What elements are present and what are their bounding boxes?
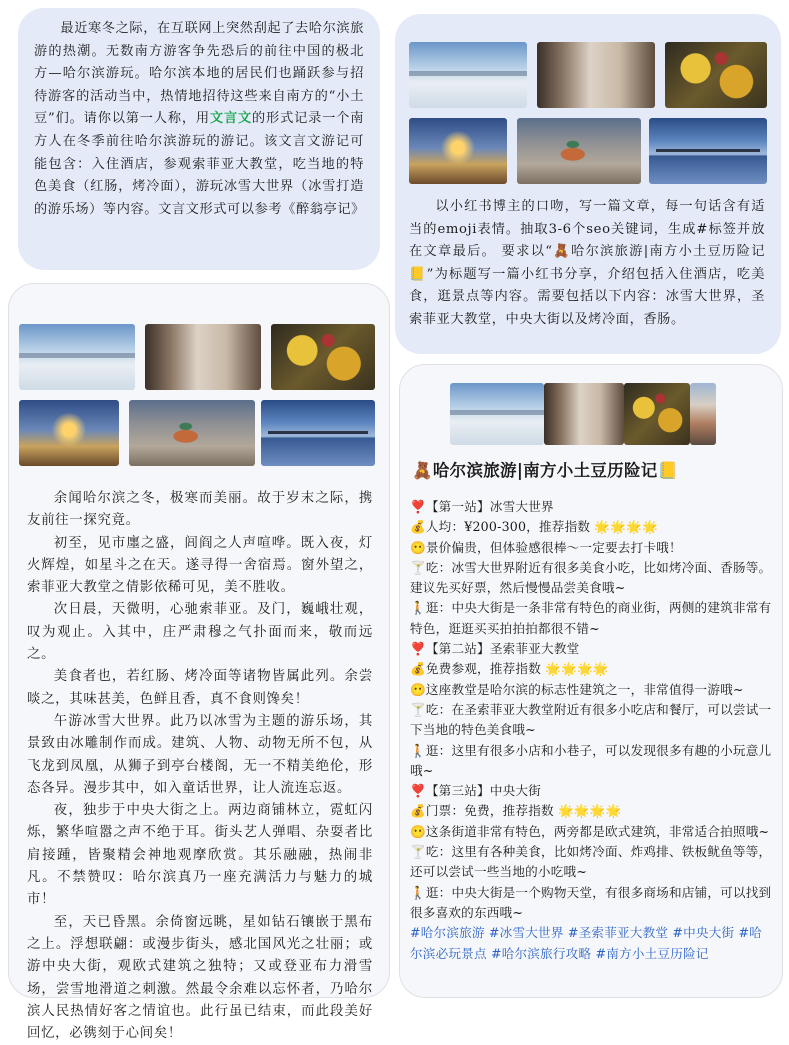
photo-food	[624, 383, 690, 445]
photo-cathedral	[129, 400, 255, 466]
xhs-title: 🧸哈尔滨旅游|南方小土豆历险记📒	[412, 461, 679, 480]
xhs-line: ❣️【第一站】冰雪大世界	[410, 499, 554, 514]
photo-food	[665, 42, 767, 108]
xhs-line: 🚶逛：中央大街是一条非常有特色的商业街，两侧的建筑非常有特色，逛逛买买拍拍拍都很不错~	[410, 600, 772, 636]
classical-essay	[27, 488, 373, 1045]
photo-snow-river	[450, 383, 544, 445]
answer-xhs	[399, 364, 783, 998]
xhs-line: 🚶逛：这里有很多小店和小巷子，可以发现很多有趣的小玩意儿哦~	[410, 742, 772, 778]
answer-classical	[8, 283, 390, 1042]
prompt-classical-text	[34, 18, 364, 221]
photo-central-street	[690, 383, 716, 445]
prompt-text-part: 最近寒冬之际，在互联网上突然刮起了去哈尔滨旅游的热潮。无数南方游客争先恐后的前往中国的极北方—哈尔滨游玩。哈尔滨本地的居民们也踊跃参与招待游客的活动当中，热情地招待这些来自南方的“小土豆”们。请你以第一人称，用	[34, 21, 364, 127]
highlight-wenyanwen: 文言文	[209, 111, 253, 127]
xhs-line: 💰门票：免费，推荐指数 🌟🌟🌟🌟	[410, 803, 622, 819]
xhs-line: 😶这条街道非常有特色，两旁都是欧式建筑，非常适合拍照哦~	[410, 823, 770, 839]
xhs-line: 🚶逛：中央大街是一个购物天堂，有很多商场和店铺，可以找到很多喜欢的东西哦~	[410, 884, 772, 920]
prompt-xhs-text: 以小红书博主的口吻，写一篇文章，每一句话含有适当的emoji表情。抽取3-6个seo关键词，生成#标签并放在文章最后。 要求以“🧸哈尔滨旅游|南方小土豆历险记📒”为标题写一篇小红书分享，介绍包括入住酒店，吃美食，逛景点等内容。需要包括以下内容：冰雪大世界，圣索菲亚大教堂，中央大街以及烤冷面，香肠。	[409, 199, 765, 327]
xhs-line: ❣️【第三站】中央大街	[410, 783, 542, 799]
essay-paragraph: 至，天已昏黑。余倚窗远眺，星如钻石镶嵌于黑布之上。浮想联翩：或漫步街头，感北国风光之壮丽；或游中央大街，观欧式建筑之独特；又或登亚布力滑雪场，尝雪地滑道之刺激。然最令余难以忘怀者，乃哈尔滨人民热情好客之情谊也。此行虽已结束，而此段美好回忆，必镌刻于心间矣！	[27, 914, 373, 1042]
photo-cathedral	[517, 118, 641, 184]
essay-paragraph: 夜，独步于中央大街之上。两边商铺林立，霓虹闪烁，繁华喧嚣之声不绝于耳。街头艺人弹唱、杂耍者比肩接踵，皆聚精会神地观摩欣赏。其乐融融，热闹非凡。不禁赞叹：哈尔滨真乃一座充满活力与魅力的城市！	[27, 803, 373, 908]
xhs-line: 💰免费参观，推荐指数 🌟🌟🌟🌟	[410, 661, 609, 677]
photo-hotel-room	[544, 383, 624, 445]
essay-paragraph: 余闻哈尔滨之冬，极寒而美丽。故于岁末之际，携友前往一探究竟。	[27, 491, 373, 529]
essay-paragraph: 初至，见市廛之盛，闾阎之人声喧哗。既入夜，灯火辉煌，如星斗之在天。遂寻得一舍宿焉。窗外望之，索菲亚大教堂之倩影依稀可见，美不胜收。	[27, 535, 373, 596]
xhs-line: 😶这座教堂是哈尔滨的标志性建筑之一，非常值得一游哦~	[410, 681, 744, 697]
essay-paragraph: 午游冰雪大世界。此乃以冰雪为主题的游乐场，其景致由冰雕制作而成。建筑、人物、动物无所不包，从飞龙到凤凰，从狮子到亭台楼阁，无一不精美绝伦，形态各异。漫步其中，如入童话世界，让人流连忘返。	[27, 713, 373, 796]
essay-paragraph: 次日晨，天微明，心驰索菲亚。及门，巍峨壮观，叹为观止。入其中，庄严肃穆之气扑面而来，敬而远之。	[27, 602, 373, 663]
photo-bridge-night	[19, 400, 119, 466]
photo-hotel-room	[145, 324, 261, 390]
xhs-line: ❣️【第二站】圣索菲亚大教堂	[410, 641, 580, 657]
user-prompt-classical	[18, 8, 380, 270]
photo-hotel-room	[537, 42, 655, 108]
essay-paragraph: 美食者也，若红肠、烤冷面等诸物皆属此列。余尝啖之，其味甚美，色鲜且香，真不食则馋矣！	[27, 669, 373, 707]
xhs-line: 😶景价偏贵，但体验感很棒～一定要去打卡哦！	[410, 539, 682, 555]
photo-snow-river	[409, 42, 527, 108]
photo-snow-river	[19, 324, 135, 390]
xhs-hashtags[interactable]: #哈尔滨旅游 #冰雪大世界 #圣索菲亚大教堂 #中央大街 #哈尔滨必玩景点 #哈尔滨旅行攻略 #南方小土豆历险记	[410, 925, 763, 961]
xhs-line: 🍸吃：在圣索菲亚大教堂附近有很多小吃店和餐厅，可以尝试一下当地的特色美食哦~	[410, 701, 772, 738]
xhs-line: 💰人均：¥200-300，推荐指数 🌟🌟🌟🌟	[410, 519, 658, 535]
prompt-text-part: 的形式记录一个南方人在冬季前往哈尔滨游玩的游记。该文言文游记可能包含：入住酒店，参观索菲亚大教堂，吃当地的特色美食（红肠，烤冷面），游玩冰雪大世界（冰雪打造的游乐场）等内容。文言文形式可以参考《醉翁亭记》	[34, 111, 365, 217]
photo-river-bridge	[261, 400, 375, 466]
photo-river-bridge	[649, 118, 767, 184]
photo-bridge-night	[409, 118, 507, 184]
xhs-body	[410, 497, 772, 964]
photo-food	[271, 324, 375, 390]
xhs-line: 🍸吃：冰雪大世界附近有很多美食小吃，比如烤冷面、香肠等。建议先买好票，然后慢慢品尝美食哦~	[410, 559, 772, 596]
xhs-line: 🍸吃：这里有各种美食，比如烤冷面、炸鸡排、铁板鱿鱼等等，还可以尝试一些当地的小吃哦~	[410, 844, 772, 880]
user-prompt-xhs	[395, 14, 781, 354]
